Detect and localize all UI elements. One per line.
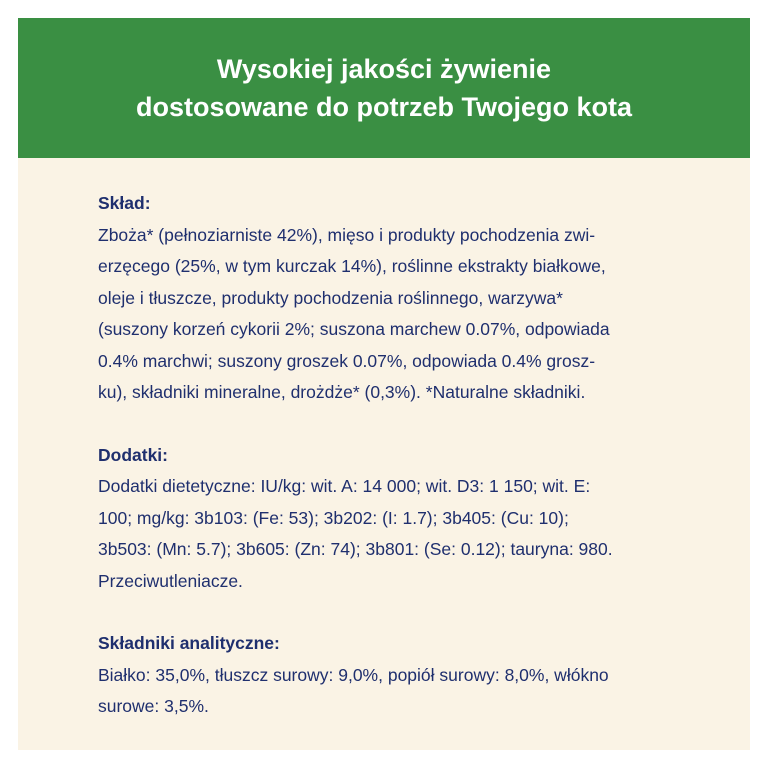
- composition-line-3: oleje i tłuszcze, produkty pochodzenia roślinnego, warzywa*: [98, 287, 563, 308]
- additives-title: Dodatki:: [98, 444, 168, 465]
- additives-line-3: 3b503: (Mn: 5.7); 3b605: (Zn: 74); 3b801: (Se: 0.12); tauryna: 980.: [98, 539, 613, 559]
- composition-line-6: ku), składniki mineralne, drożdże* (0,3%). *Naturalne składniki.: [98, 382, 586, 402]
- header-title-line-2: dostosowane do potrzeb Twojego kota: [135, 92, 632, 122]
- analytical-section: [98, 628, 698, 723]
- analytical-line-2: surowe: 3,5%.: [98, 696, 209, 716]
- additives-section: [98, 440, 698, 598]
- analytical-line-1: Białko: 35,0%, tłuszcz surowy: 9,0%, popiół surowy: 8,0%, włókno: [98, 664, 609, 685]
- product-info-card: [18, 18, 750, 750]
- analytical-title: Składniki analityczne:: [98, 633, 280, 653]
- additives-line-2: 100; mg/kg: 3b103: (Fe: 53); 3b202: (I: 1.7); 3b405: (Cu: 10);: [98, 507, 569, 528]
- additives-line-4: Przeciwutleniacze.: [98, 570, 243, 591]
- additives-line-1: Dodatki dietetyczne: IU/kg: wit. A: 14 000; wit. D3: 1 150; wit. E:: [98, 476, 591, 496]
- composition-line-4: (suszony korzeń cykorii 2%; suszona marchew 0.07%, odpowiada: [98, 319, 610, 339]
- composition-section: [98, 188, 698, 409]
- composition-line-5: 0.4% marchwi; suszony groszek 0.07%, odpowiada 0.4% grosz-: [98, 350, 596, 371]
- header-title-line-1: Wysokiej jakości żywienie: [216, 54, 552, 84]
- composition-line-2: erzęcego (25%, w tym kurczak 14%), roślinne ekstrakty białkowe,: [98, 256, 606, 276]
- composition-line-1: Zboża* (pełnoziarniste 42%), mięso i produkty pochodzenia zwi-: [98, 224, 596, 245]
- header-banner: [18, 18, 750, 158]
- content-area: [98, 188, 698, 754]
- composition-title: Skład:: [98, 193, 151, 213]
